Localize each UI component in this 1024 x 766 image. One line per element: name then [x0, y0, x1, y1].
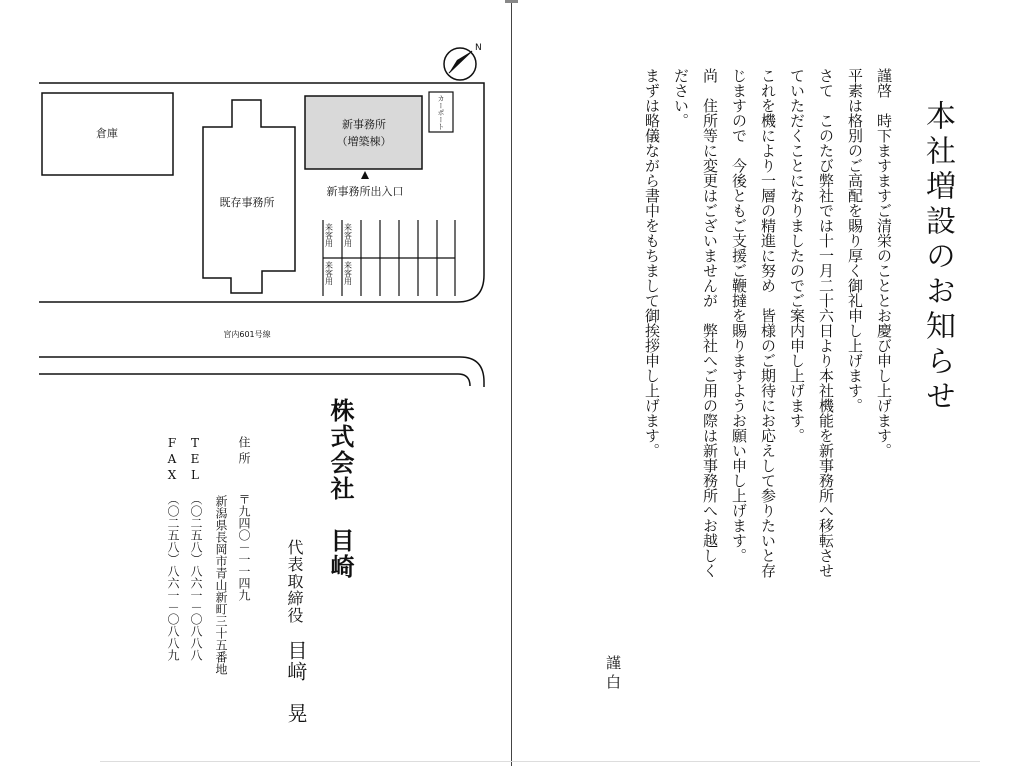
letter-line: 謹啓 時下ますますご清栄のこととお慶び申し上げます。	[875, 68, 893, 458]
entrance-label: 新事務所出入口	[326, 185, 404, 198]
address-label: 住所	[237, 436, 251, 468]
letter-line: ていただくことになりましたのでご案内申し上げます。	[788, 68, 806, 443]
tel-label: TEL	[188, 436, 202, 484]
address: 新潟県長岡市青山新町三十五番地	[214, 495, 228, 675]
guest-parking-label: 来客用	[343, 223, 353, 247]
rep-title: 代表取締役	[285, 539, 304, 624]
new-office-label-1: 新事務所	[342, 118, 386, 131]
letter-line: さて このたび弊社では十一月二十六日より本社機能を新事務所へ移転させ	[817, 68, 835, 578]
warehouse-label: 倉庫	[96, 127, 118, 140]
entrance-arrow-icon	[361, 171, 369, 179]
road-label: 宮内601号線	[223, 330, 271, 339]
postal-code: 〒九四〇－一一四九	[237, 493, 251, 601]
fax-number: （〇二五八）八六一－〇八八九	[166, 493, 180, 661]
letter-line: まずは略儀ながら書中をもちまして御挨拶申し上げます。	[643, 68, 661, 458]
north-label: N	[475, 43, 482, 53]
letter-line: 尚 住所等に変更はございませんが 弊社へご用の際は新事務所へお越しく	[701, 68, 719, 578]
guest-parking-label: 来客用	[324, 223, 334, 247]
company-name: 株式会社 目崎	[326, 398, 355, 580]
carport-label: カーポート	[437, 95, 445, 130]
new-office-building	[305, 96, 422, 169]
letter-line: ださい。	[672, 68, 690, 128]
site-map	[0, 0, 511, 400]
page-fold	[511, 0, 512, 766]
compass-icon	[444, 48, 476, 80]
letter-line: 平素は格別のご高配を賜り厚く御礼申し上げます。	[846, 68, 864, 413]
letter-title: 本社増設のお知らせ	[920, 100, 955, 415]
page-edge	[100, 761, 980, 762]
road-edge	[458, 374, 470, 386]
existing-office-label: 既存事務所	[219, 196, 275, 209]
new-office-label-2: （増築棟）	[336, 135, 392, 148]
guest-parking-label: 来客用	[324, 261, 334, 285]
letter-line: じますので 今後ともご支援ご鞭撻を賜りますようお願い申し上げます。	[730, 68, 748, 563]
fold-mark	[505, 0, 518, 3]
guest-parking-label: 来客用	[343, 261, 353, 285]
letter-closing: 謹白	[604, 655, 622, 693]
rep-name: 目﨑 晃	[284, 640, 308, 724]
fax-label: FAX	[165, 436, 179, 484]
road-edge	[39, 357, 484, 387]
letter-line: これを機により一層の精進に努め 皆様のご期待にお応えして参りたいと存	[759, 68, 777, 578]
tel-number: （〇二五八）八六一－〇八八八	[189, 493, 203, 661]
